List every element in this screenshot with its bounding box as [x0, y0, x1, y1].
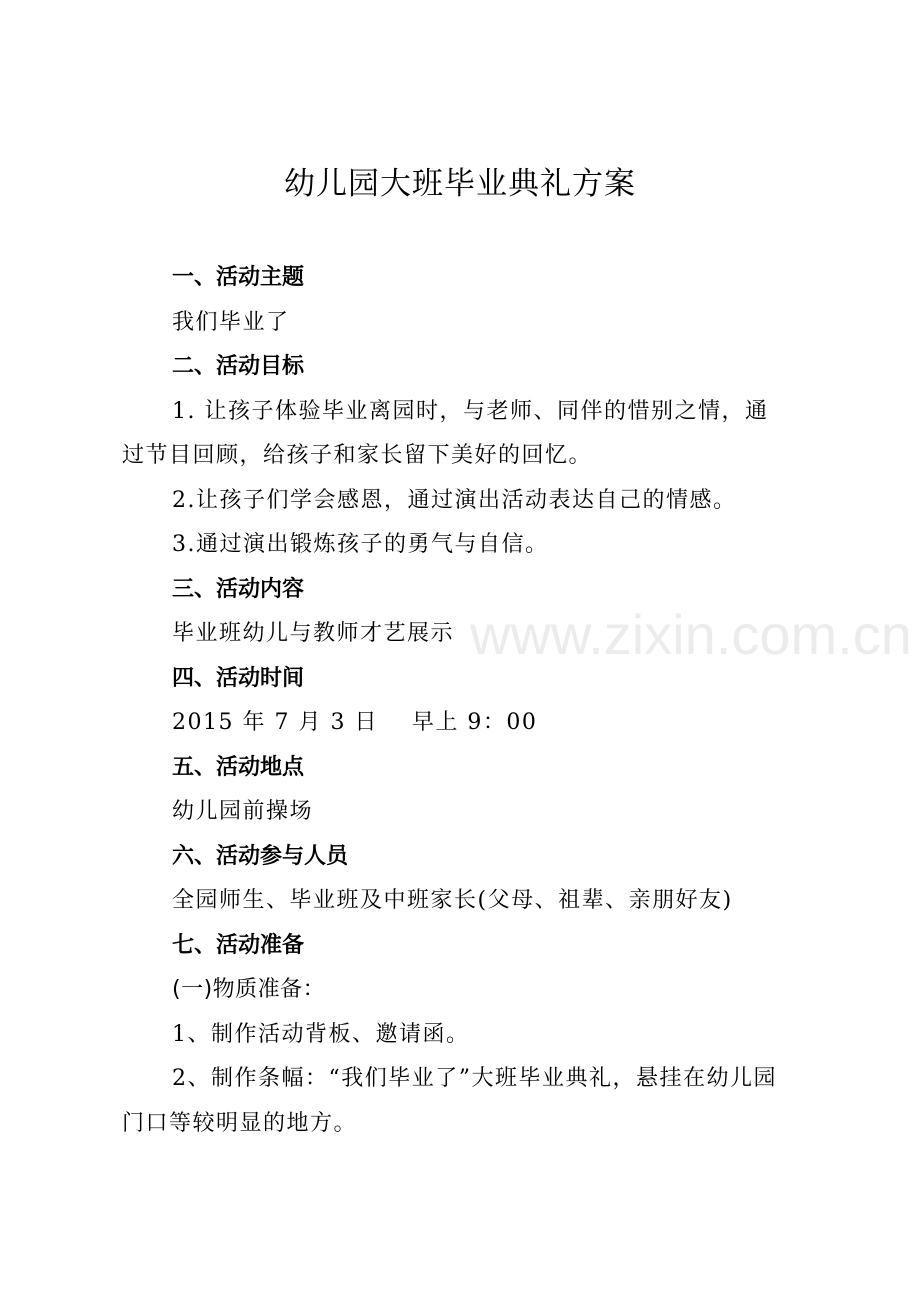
- goal-item-1-line-1: 1. 让孩子体验毕业离园时，与老师、同伴的惜别之情，通: [172, 399, 769, 424]
- goal-item-1-line-2: 过节目回顾，给孩子和家长留下美好的回忆。: [122, 443, 593, 468]
- section-heading-time: 四、活动时间: [172, 666, 305, 691]
- section-heading-location: 五、活动地点: [172, 755, 305, 780]
- material-preparation-subheading: (一)物质准备：: [172, 977, 326, 1002]
- section-heading-preparation: 七、活动准备: [172, 933, 305, 958]
- preparation-item-2-line-1: 2、制作条幅：“我们毕业了”大班毕业典礼，悬挂在幼儿园: [172, 1066, 777, 1091]
- theme-text: 我们毕业了: [172, 310, 290, 335]
- preparation-item-1: 1、制作活动背板、邀请函。: [172, 1022, 470, 1047]
- section-heading-goals: 二、活动目标: [172, 354, 305, 379]
- document-title: 幼儿园大班毕业典礼方案: [284, 166, 636, 202]
- goal-item-2: 2.让孩子们学会感恩，通过演出活动表达自己的情感。: [172, 488, 737, 513]
- content-text: 毕业班幼儿与教师才艺展示: [172, 621, 455, 646]
- preparation-item-2-line-2: 门口等较明显的地方。: [122, 1111, 358, 1136]
- section-heading-participants: 六、活动参与人员: [172, 844, 349, 869]
- participants-text: 全园师生、毕业班及中班家长(父母、祖辈、亲朋好友): [172, 888, 733, 913]
- section-heading-content: 三、活动内容: [172, 577, 305, 602]
- goal-item-3: 3.通过演出锻炼孩子的勇气与自信。: [172, 532, 549, 557]
- watermark: www.zixin.com.cn: [470, 603, 912, 666]
- time-text: 2015 年 7 月 3 日 早上 9：00: [172, 710, 538, 735]
- location-text: 幼儿园前操场: [172, 799, 314, 824]
- section-heading-theme: 一、活动主题: [172, 265, 305, 290]
